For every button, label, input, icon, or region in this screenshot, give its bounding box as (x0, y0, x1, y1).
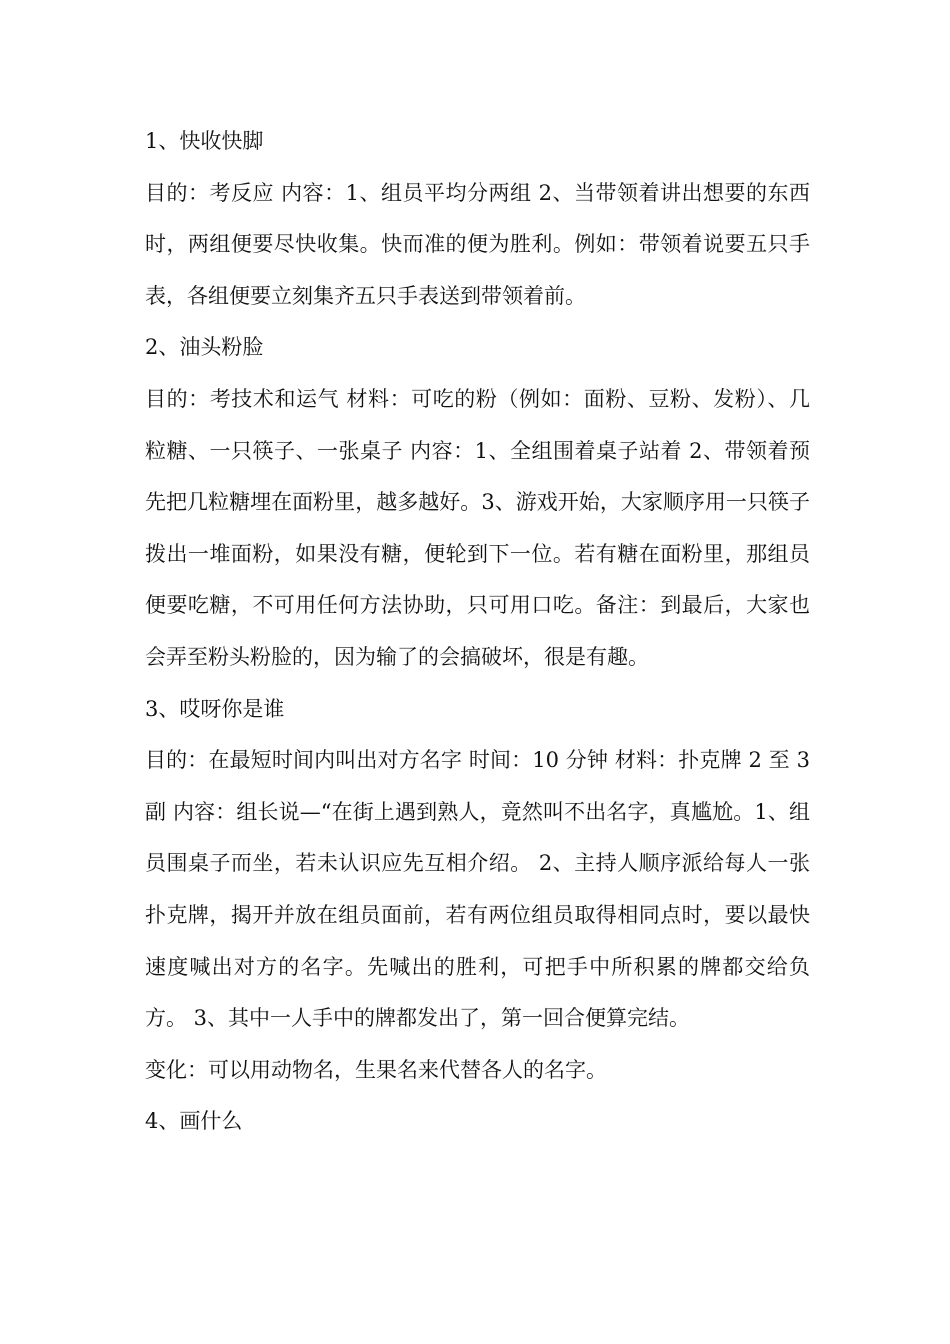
section-heading-1: 1、快收快脚 (145, 129, 264, 153)
section-1-paragraph-1: 目的：考反应 内容：1、组员平均分两组 2、当带领着讲出想要的东西时，两组便要尽快收集。快而准的便为胜利。例如：带领着说要五只手表，各组便要立刻集齐五只手表送到带领着前。 (145, 180, 810, 308)
section-heading-4: 4、画什么 (145, 1109, 243, 1134)
section-3-paragraph-2: 变化：可以用动物名，生果名来代替各人的名字。 (145, 1057, 607, 1082)
document-body (145, 116, 810, 1148)
section-heading-2: 2、油头粉脸 (145, 335, 264, 360)
section-2-paragraph-1: 目的：考技术和运气 材料：可吃的粉（例如：面粉、豆粉、发粉）、几粒糖、一只筷子、一张桌子 内容：1、全组围着桌子站着 2、带领着预先把几粒糖埋在面粉里，越多越好。3、游戏开始，大家顺序用一只筷子拨出一堆面粉，如果没有糖，便轮到下一位。若有糖在面粉里，那组员便要吃糖，不可用任何方法协助，只可用口吃。备注：到最后，大家也会弄至粉头粉脸的，因为输了的会搞破坏，很是有趣。 (145, 386, 810, 669)
section-3-paragraph-1: 目的：在最短时间内叫出对方名字 时间：10 分钟 材料：扑克牌 2 至 3 副 内容：组长说—“在街上遇到熟人，竟然叫不出名字，真尴尬。1、组员围桌子而坐，若未认识应先互相介绍。 2、主持人顺序派给每人一张扑克牌，揭开并放在组员面前，若有两位组员取得相同点时，要以最快速度喊出对方的名字。先喊出的胜利，可把手中所积累的牌都交给负方。 3、其中一人手中的牌都发出了，第一回合便算完结。 (145, 748, 810, 1031)
section-heading-3: 3、哎呀你是谁 (145, 696, 285, 721)
